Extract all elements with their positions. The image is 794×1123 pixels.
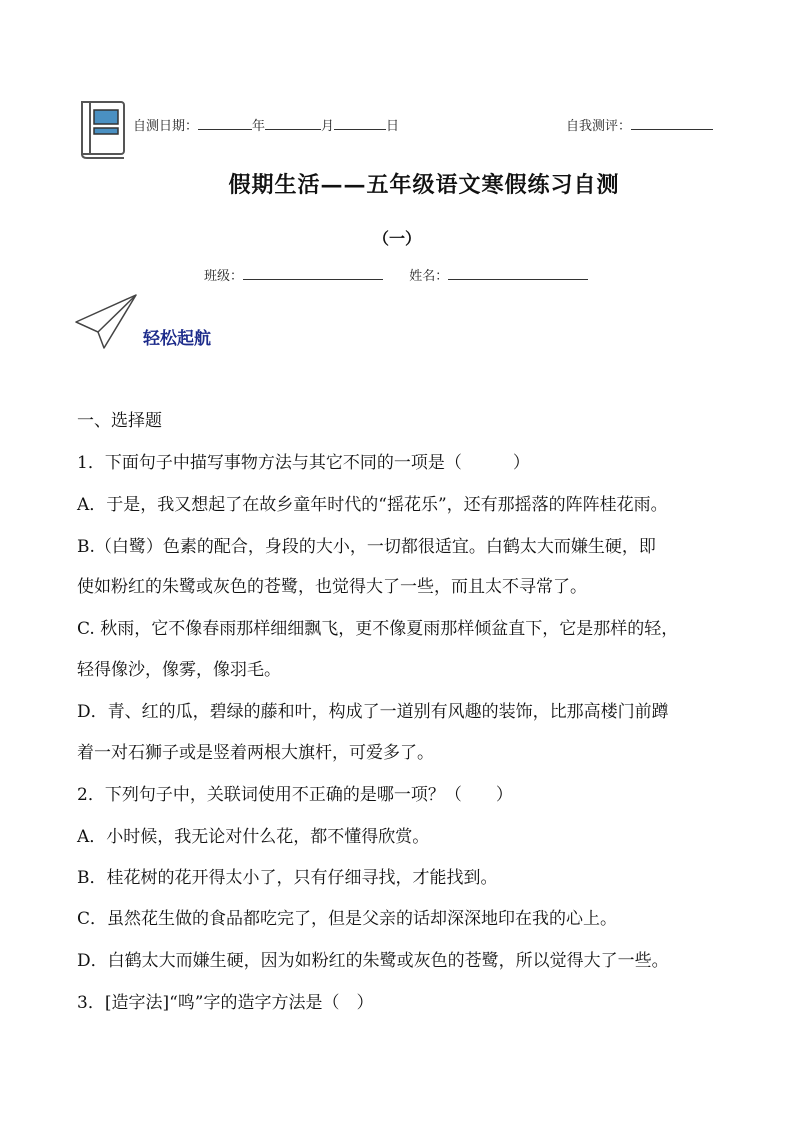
year-field[interactable] [198, 115, 252, 130]
q1-option-c: C. 秋雨，它不像春雨那样细细飘飞，更不像夏雨那样倾盆直下，它是那样的轻， [77, 619, 679, 639]
month-field[interactable] [265, 115, 321, 130]
q2-option-b: B．桂花树的花开得太小了，只有仔细寻找，才能找到。 [77, 868, 498, 888]
class-label: 班级： [204, 269, 244, 284]
q1-option-d-cont: 着一对石狮子或是竖着两根大旗杆，可爱多了。 [77, 743, 434, 763]
name-field[interactable] [448, 265, 588, 280]
book-icon [78, 100, 128, 160]
q2-option-d: D．白鹤太大而嫌生硬，因为如粉红的朱鹭或灰色的苍鹭，所以觉得大了一些。 [77, 951, 669, 971]
day-field[interactable] [334, 115, 386, 130]
month-unit: 月 [321, 119, 335, 134]
q1-option-d: D．青、红的瓜，碧绿的藤和叶，构成了一道别有风趣的装饰，比那高楼门前蹲 [77, 702, 669, 722]
student-info [204, 265, 588, 284]
year-unit: 年 [252, 119, 266, 134]
part-title: 一、选择题 [77, 411, 162, 431]
q2-option-c: C．虽然花生做的食品都吃完了，但是父亲的话却深深地印在我的心上。 [77, 909, 618, 929]
q2-option-a: A．小时候，我无论对什么花，都不懂得欣赏。 [77, 827, 430, 847]
class-field[interactable] [243, 265, 383, 280]
self-eval-label: 自我测评： [566, 119, 632, 134]
page-subtitle: （一） [372, 229, 421, 248]
q1-option-c-cont: 轻得像沙，像雾，像羽毛。 [77, 660, 281, 680]
page-title: 假期生活——五年级语文寒假练习自测 [228, 172, 620, 198]
self-evaluation [566, 115, 713, 134]
question-1-stem: 1．下面句子中描写事物方法与其它不同的一项是（ ） [77, 453, 530, 473]
question-3-stem: 3．[造字法]“鸣”字的造字方法是（ ） [77, 993, 374, 1013]
date-label: 自测日期： [133, 119, 199, 134]
paper-plane-icon [74, 292, 138, 352]
self-test-date [133, 115, 399, 134]
name-label: 姓名： [409, 269, 449, 284]
question-2-stem: 2．下列句子中，关联词使用不正确的是哪一项？（ ） [77, 785, 513, 805]
q1-option-b-cont: 使如粉红的朱鹭或灰色的苍鹭，也觉得大了一些，而且太不寻常了。 [77, 577, 587, 597]
q1-option-b: B.（白鹭）色素的配合，身段的大小，一切都很适宜。白鹤太大而嫌生硬，即 [77, 537, 656, 557]
self-eval-field[interactable] [631, 115, 713, 130]
section-heading: 轻松起航 [143, 329, 211, 349]
q1-option-a: A．于是，我又想起了在故乡童年时代的“摇花乐”，还有那摇落的阵阵桂花雨。 [77, 495, 668, 515]
day-unit: 日 [386, 119, 400, 134]
